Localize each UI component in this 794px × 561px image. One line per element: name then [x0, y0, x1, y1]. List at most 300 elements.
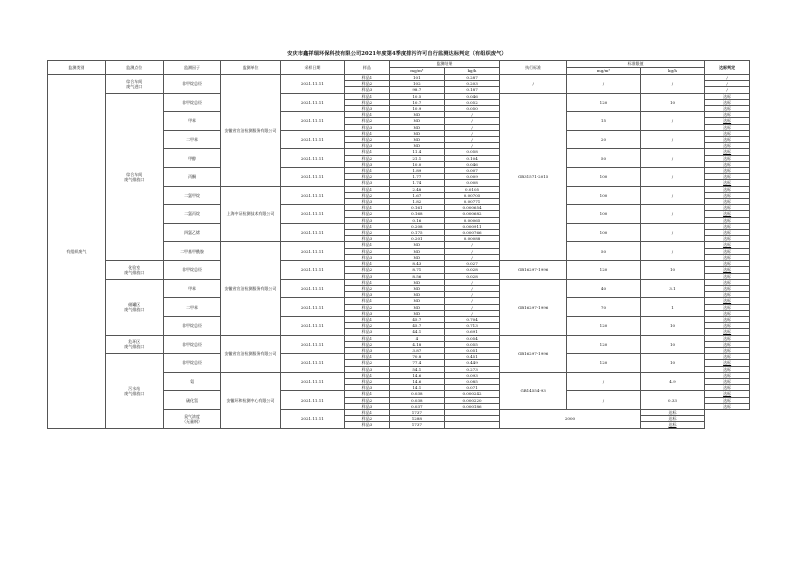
verdict-cell: 达标 — [705, 273, 750, 279]
result-mg-cell: ND — [389, 137, 444, 143]
result-kgh-cell: 0.054 — [444, 335, 499, 341]
factor-cell: 二甲基甲酰胺 — [163, 242, 221, 261]
verdict-cell: 达标 — [705, 124, 750, 130]
result-mg-cell: 14.1 — [389, 385, 444, 391]
limit-cell: 2000 — [500, 409, 641, 428]
lab-cell: 安徽省宣洁检测服务有限公司 — [221, 335, 280, 372]
sample-cell: 样品2 — [345, 267, 390, 273]
date-cell: 2021.11.11 — [280, 130, 344, 149]
result-mg-cell: 1.82 — [389, 199, 444, 205]
header-limit-kgh: kg/h — [640, 68, 704, 75]
result-mg-cell: 11.4 — [389, 149, 444, 155]
factor-cell: 甲醇 — [163, 149, 221, 168]
standard-cell: GB16297-1996 — [500, 279, 567, 335]
limit-kgh-cell: / — [640, 168, 704, 187]
result-mg-cell: 101 — [389, 75, 444, 81]
sample-cell: 样品1 — [345, 205, 390, 211]
monitoring-point: 储罐区 废气排放口 — [105, 279, 163, 335]
result-kgh-cell: 0.0105 — [444, 186, 499, 192]
result-mg-cell: 1.74 — [389, 180, 444, 186]
factor-cell: 非甲烷总烃 — [163, 75, 221, 94]
factor-cell: 甲苯 — [163, 279, 221, 298]
monitoring-point: 化验室 废气排放口 — [105, 261, 163, 280]
sample-cell: 样品1 — [345, 168, 390, 174]
result-kgh-cell: / — [444, 118, 499, 124]
verdict-cell: 达标 — [705, 161, 750, 167]
verdict-cell: / — [705, 75, 750, 81]
limit-mg-cell: 120 — [567, 261, 641, 280]
header-unit: 监测单位 — [221, 61, 280, 75]
limit-kgh-cell: / — [640, 186, 704, 205]
sample-cell: 样品2 — [345, 285, 390, 291]
result-mg-cell: ND — [389, 304, 444, 310]
verdict-cell: 达标 — [705, 236, 750, 242]
sample-cell: 样品2 — [345, 323, 390, 329]
verdict-cell: 达标 — [705, 279, 750, 285]
limit-kgh-cell: 10 — [640, 354, 704, 373]
result-kgh-cell: 0.104 — [444, 155, 499, 161]
factor-cell: 非甲烷总烃 — [163, 316, 221, 335]
result-kgh-cell: 0.451 — [444, 354, 499, 360]
result-mg-cell: 1.67 — [389, 192, 444, 198]
result-kgh-cell: 0.027 — [444, 261, 499, 267]
sample-cell: 样品3 — [345, 385, 390, 391]
result-mg-cell: 10.9 — [389, 106, 444, 112]
sample-cell: 样品1 — [345, 112, 390, 118]
sample-cell: 样品1 — [345, 409, 390, 415]
sample-cell: 样品3 — [345, 329, 390, 335]
sample-cell: 样品1 — [345, 298, 390, 304]
limit-kgh-cell: / — [640, 149, 704, 168]
result-kgh-cell: / — [444, 279, 499, 285]
result-kgh-cell: 0.007 — [444, 168, 499, 174]
result-mg-cell: ND — [389, 254, 444, 260]
date-cell: 2021.11.11 — [280, 391, 344, 410]
verdict-cell: 达标 — [705, 316, 750, 322]
result-mg-cell: ND — [389, 279, 444, 285]
sample-cell: 样品3 — [345, 124, 390, 130]
result-kgh-cell: 0.055 — [444, 341, 499, 347]
verdict-cell: 达标 — [705, 118, 750, 124]
verdict-cell: 达标 — [705, 366, 750, 372]
result-mg-cell: 10.7 — [389, 99, 444, 105]
document-title: 安庆市鑫祥瑞环保科技有限公司2021年度第4季度排污许可自行监测达标判定（有组织废气） — [287, 51, 507, 57]
limit-kgh-cell: / — [640, 130, 704, 149]
result-kgh-cell: 0.028 — [444, 273, 499, 279]
header-sample: 样品 — [345, 61, 390, 75]
result-kgh-cell: / — [444, 254, 499, 260]
sample-cell: 样品1 — [345, 372, 390, 378]
result-kgh-cell: / — [444, 143, 499, 149]
sample-cell: 样品3 — [345, 106, 390, 112]
result-kgh-cell: 0.203 — [444, 81, 499, 87]
limit-kgh-cell: / — [640, 75, 704, 94]
result-kgh-cell: / — [444, 124, 499, 130]
result-kgh-cell: / — [444, 310, 499, 316]
verdict-cell: 达标 — [705, 304, 750, 310]
limit-mg-cell: / — [567, 372, 641, 391]
factor-cell: 非甲烷总烃 — [163, 354, 221, 373]
result-mg-cell: 4 — [389, 335, 444, 341]
limit-mg-cell: 20 — [567, 130, 641, 149]
sample-cell: 样品1 — [345, 149, 390, 155]
result-mg-cell: 0.16 — [389, 217, 444, 223]
verdict-cell: 达标 — [705, 298, 750, 304]
result-kgh-cell: 0.691 — [444, 329, 499, 335]
verdict-cell: 达标 — [705, 205, 750, 211]
sample-cell: 样品2 — [345, 360, 390, 366]
date-cell: 2021.11.11 — [280, 409, 344, 428]
result-kgh-cell: 0.000682 — [444, 211, 499, 217]
verdict-cell: 达标 — [640, 422, 704, 428]
sample-cell: 样品1 — [345, 186, 390, 192]
header-limit: 标准限值 — [567, 61, 705, 68]
verdict-cell: 达标 — [705, 261, 750, 267]
factor-cell: 非甲烷总烃 — [163, 93, 221, 112]
sample-cell: 样品3 — [345, 292, 390, 298]
verdict-cell: 达标 — [705, 230, 750, 236]
limit-kgh-cell: 10 — [640, 335, 704, 354]
sample-cell: 样品1 — [345, 242, 390, 248]
result-mg-cell: 0.168 — [389, 211, 444, 217]
result-kgh-cell: / — [444, 130, 499, 136]
limit-mg-cell: / — [567, 75, 641, 94]
result-mg-cell: ND — [389, 248, 444, 254]
limit-kgh-cell: 3.1 — [640, 279, 704, 298]
header-point: 监测点位 — [105, 61, 163, 75]
result-mg-cell: ND — [389, 112, 444, 118]
verdict-cell: 达标 — [705, 242, 750, 248]
result-mg-cell: 0.038 — [389, 397, 444, 403]
result-kgh-cell: 0.713 — [444, 323, 499, 329]
sample-cell: 样品2 — [345, 155, 390, 161]
sample-cell: 样品1 — [345, 354, 390, 360]
verdict-cell: 达标 — [705, 254, 750, 260]
result-kgh-cell: 0.046 — [444, 93, 499, 99]
sample-cell: 样品2 — [345, 248, 390, 254]
result-kgh-cell: 0.028 — [444, 267, 499, 273]
header-result-mg: mg/m³ — [389, 68, 444, 75]
result-mg-cell: 14.6 — [389, 378, 444, 384]
verdict-cell: 达标 — [705, 99, 750, 105]
sample-cell: 样品3 — [345, 310, 390, 316]
result-kgh-cell: 0.273 — [444, 366, 499, 372]
verdict-cell: 达标 — [640, 409, 704, 415]
date-cell: 2021.11.11 — [280, 93, 344, 112]
verdict-cell: 达标 — [705, 378, 750, 384]
result-mg-cell: 0.037 — [389, 403, 444, 409]
limit-mg-cell: 120 — [567, 93, 641, 112]
result-mg-cell: 0.175 — [389, 230, 444, 236]
result-kgh-cell: 0.000186 — [444, 403, 499, 409]
header-standard: 执行标准 — [500, 61, 567, 75]
limit-mg-cell: 120 — [567, 335, 641, 354]
header-result: 监测结果 — [389, 61, 499, 68]
verdict-cell: 达标 — [705, 174, 750, 180]
result-mg-cell: 2.48 — [389, 186, 444, 192]
standard-cell: / — [500, 75, 567, 94]
verdict-cell: 达标 — [705, 354, 750, 360]
result-kgh-cell — [444, 422, 499, 428]
verdict-cell: 达标 — [705, 292, 750, 298]
limit-mg-cell: 100 — [567, 205, 641, 224]
result-kgh-cell: 0.187 — [444, 87, 499, 93]
sample-cell: 样品2 — [345, 378, 390, 384]
sample-cell: 样品2 — [345, 230, 390, 236]
limit-mg-cell: 100 — [567, 223, 641, 242]
date-cell: 2021.11.11 — [280, 242, 344, 261]
verdict-cell: 达标 — [705, 137, 750, 143]
result-mg-cell: 54.1 — [389, 366, 444, 372]
limit-mg-cell: 50 — [567, 242, 641, 261]
standard-cell: GB16297-1996 — [500, 261, 567, 280]
verdict-cell: 达标 — [705, 248, 750, 254]
result-mg-cell: 21.1 — [389, 155, 444, 161]
header-verdict: 达标判定 — [705, 61, 750, 75]
sample-cell: 样品1 — [345, 223, 390, 229]
result-mg-cell: 77.4 — [389, 360, 444, 366]
verdict-cell: 达标 — [705, 397, 750, 403]
limit-kgh-cell: 4.9 — [640, 372, 704, 391]
factor-cell: 氨 — [163, 372, 221, 391]
verdict-cell: 达标 — [705, 168, 750, 174]
result-kgh-cell: 0.00771 — [444, 199, 499, 205]
result-kgh-cell: 0.051 — [444, 347, 499, 353]
factor-cell: 二甲苯 — [163, 130, 221, 149]
verdict-cell: 达标 — [705, 180, 750, 186]
verdict-cell: 达标 — [705, 186, 750, 192]
result-mg-cell: ND — [389, 310, 444, 316]
standard-cell: GB16297-1996 — [500, 335, 567, 372]
result-kgh-cell: 0.000654 — [444, 205, 499, 211]
sample-cell: 样品2 — [345, 211, 390, 217]
limit-mg-cell: 40 — [567, 279, 641, 298]
sample-cell: 样品3 — [345, 254, 390, 260]
header-factor: 监测因子 — [163, 61, 221, 75]
result-mg-cell: ND — [389, 285, 444, 291]
result-kgh-cell: / — [444, 285, 499, 291]
verdict-cell: 达标 — [705, 149, 750, 155]
limit-mg-cell: 15 — [567, 112, 641, 131]
result-mg-cell: ND — [389, 124, 444, 130]
factor-cell: 四氯乙烯 — [163, 223, 221, 242]
verdict-cell: 达标 — [705, 112, 750, 118]
result-kgh-cell: 0.093 — [444, 372, 499, 378]
limit-mg-cell: 70 — [567, 298, 641, 317]
monitoring-point: 综合车间 废气进口 — [105, 75, 163, 94]
date-cell: 2021.11.11 — [280, 223, 344, 242]
result-kgh-cell: 0.00065 — [444, 217, 499, 223]
factor-cell: 非甲烷总烃 — [163, 335, 221, 354]
date-cell: 2021.11.11 — [280, 335, 344, 354]
verdict-cell: 达标 — [705, 267, 750, 273]
limit-kgh-cell: 10 — [640, 316, 704, 335]
date-cell: 2021.11.11 — [280, 316, 344, 335]
header-limit-mg: mg/m³ — [567, 68, 641, 75]
result-kgh-cell: / — [444, 137, 499, 143]
limit-mg-cell: 100 — [567, 168, 641, 187]
result-mg-cell: 1737 — [389, 409, 444, 415]
result-kgh-cell: / — [444, 298, 499, 304]
lab-cell: 上海中证检测技术有限公司 — [221, 186, 280, 242]
verdict-cell: 达标 — [705, 385, 750, 391]
factor-cell: 非甲烷总烃 — [163, 261, 221, 280]
date-cell: 2021.11.11 — [280, 205, 344, 224]
sample-cell: 样品1 — [345, 93, 390, 99]
result-kgh-cell: / — [444, 292, 499, 298]
limit-kgh-cell: 10 — [640, 261, 704, 280]
result-mg-cell: 4.18 — [389, 341, 444, 347]
verdict-cell: 达标 — [705, 130, 750, 136]
sample-cell: 样品1 — [345, 316, 390, 322]
result-mg-cell: 1737 — [389, 422, 444, 428]
monitoring-point: 综合车间 废气排放口 — [105, 93, 163, 260]
verdict-cell: 达标 — [705, 93, 750, 99]
limit-kgh-cell: / — [640, 242, 704, 261]
limit-mg-cell: 100 — [567, 186, 641, 205]
result-mg-cell: 8.71 — [389, 267, 444, 273]
verdict-cell: 达标 — [705, 199, 750, 205]
sample-cell: 样品3 — [345, 403, 390, 409]
result-mg-cell: 45.7 — [389, 323, 444, 329]
sample-cell: 样品1 — [345, 75, 390, 81]
factor-cell: 甲苯 — [163, 112, 221, 131]
factor-cell: 臭气浓度 （无量纲） — [163, 409, 221, 428]
result-kgh-cell: 0.000242 — [444, 391, 499, 397]
result-mg-cell: 98.7 — [389, 87, 444, 93]
result-kgh-cell: / — [444, 248, 499, 254]
result-kgh-cell: / — [444, 304, 499, 310]
result-mg-cell: 0.201 — [389, 236, 444, 242]
sample-cell: 样品1 — [345, 391, 390, 397]
result-mg-cell: 45.7 — [389, 316, 444, 322]
lab-cell: 安徽环和检测中心有限公司 — [221, 372, 280, 428]
sample-cell: 样品2 — [345, 99, 390, 105]
verdict-cell: 达标 — [705, 372, 750, 378]
sample-cell: 样品2 — [345, 174, 390, 180]
verdict-cell: / — [705, 81, 750, 87]
sample-cell: 样品2 — [345, 137, 390, 143]
result-kgh-cell: 0.085 — [444, 378, 499, 384]
limit-kgh-cell: / — [640, 112, 704, 131]
monitoring-table — [47, 60, 750, 429]
verdict-cell: 达标 — [705, 347, 750, 353]
lab-cell: 安徽省宣洁检测服务有限公司 — [221, 75, 280, 187]
sample-cell: 样品2 — [345, 192, 390, 198]
verdict-cell: 达标 — [705, 323, 750, 329]
table-body — [48, 75, 750, 429]
result-kgh-cell: 0.058 — [444, 149, 499, 155]
result-mg-cell: 0.038 — [389, 391, 444, 397]
result-kgh-cell: 0.050 — [444, 106, 499, 112]
sample-cell: 样品2 — [345, 397, 390, 403]
result-kgh-cell: 0.449 — [444, 360, 499, 366]
verdict-cell: 达标 — [705, 211, 750, 217]
limit-kgh-cell: 0.33 — [640, 391, 704, 410]
category-cell: 有组织废气 — [48, 75, 106, 429]
verdict-cell: 达标 — [705, 310, 750, 316]
header-date: 采样日期 — [280, 61, 344, 75]
result-kgh-cell: 0.000911 — [444, 223, 499, 229]
date-cell: 2021.11.11 — [280, 261, 344, 280]
verdict-cell: 达标 — [705, 143, 750, 149]
limit-mg-cell: 120 — [567, 316, 641, 335]
sample-cell: 样品1 — [345, 335, 390, 341]
date-cell: 2021.11.11 — [280, 372, 344, 391]
result-kgh-cell: / — [444, 112, 499, 118]
result-mg-cell: 10.0 — [389, 161, 444, 167]
sample-cell: 样品3 — [345, 199, 390, 205]
result-kgh-cell: 0.009 — [444, 174, 499, 180]
standard-cell: GB31571-2015 — [500, 93, 567, 260]
verdict-cell: 达标 — [705, 403, 750, 409]
date-cell: 2021.11.11 — [280, 354, 344, 373]
result-mg-cell: 1.77 — [389, 174, 444, 180]
result-kgh-cell: 0.000220 — [444, 397, 499, 403]
verdict-cell: 达标 — [705, 360, 750, 366]
sample-cell: 样品3 — [345, 161, 390, 167]
sample-cell: 样品3 — [345, 236, 390, 242]
date-cell: 2021.11.11 — [280, 112, 344, 131]
sample-cell: 样品3 — [345, 180, 390, 186]
date-cell: 2021.11.11 — [280, 149, 344, 168]
factor-cell: 二氯甲烷 — [163, 186, 221, 205]
limit-kgh-cell: / — [640, 205, 704, 224]
sample-cell: 样品2 — [345, 304, 390, 310]
limit-kgh-cell: 10 — [640, 93, 704, 112]
verdict-cell: 达标 — [705, 341, 750, 347]
result-mg-cell: 1288 — [389, 416, 444, 422]
date-cell: 2021.11.11 — [280, 279, 344, 298]
sample-cell: 样品1 — [345, 261, 390, 267]
monitoring-point: 污水站 废气排放口 — [105, 354, 163, 428]
result-mg-cell: ND — [389, 292, 444, 298]
verdict-cell: 达标 — [705, 285, 750, 291]
result-mg-cell: 0.208 — [389, 223, 444, 229]
result-mg-cell: 1.89 — [389, 168, 444, 174]
result-kgh-cell: 0.046 — [444, 161, 499, 167]
result-kgh-cell: 0.000766 — [444, 230, 499, 236]
result-kgh-cell: 0.287 — [444, 75, 499, 81]
sample-cell: 样品3 — [345, 422, 390, 428]
result-mg-cell: ND — [389, 242, 444, 248]
limit-mg-cell: / — [567, 391, 641, 410]
sample-cell: 样品1 — [345, 130, 390, 136]
verdict-cell: 达标 — [705, 335, 750, 341]
sample-cell: 样品3 — [345, 87, 390, 93]
sample-cell: 样品3 — [345, 143, 390, 149]
result-kgh-cell: 0.00705 — [444, 192, 499, 198]
result-mg-cell: 8.56 — [389, 273, 444, 279]
factor-cell: 二氯丙烷 — [163, 205, 221, 224]
result-mg-cell: ND — [389, 118, 444, 124]
result-mg-cell: 8.43 — [389, 261, 444, 267]
limit-mg-cell: 50 — [567, 149, 641, 168]
sample-cell: 样品3 — [345, 217, 390, 223]
verdict-cell: 达标 — [705, 391, 750, 397]
result-mg-cell: 14.6 — [389, 372, 444, 378]
result-mg-cell: 10.5 — [389, 93, 444, 99]
result-mg-cell: 102 — [389, 81, 444, 87]
factor-cell: 二甲苯 — [163, 298, 221, 317]
date-cell: 2021.11.11 — [280, 168, 344, 187]
sample-cell: 样品2 — [345, 118, 390, 124]
sample-cell: 样品2 — [345, 341, 390, 347]
limit-kgh-cell: / — [640, 223, 704, 242]
result-kgh-cell: 0.071 — [444, 385, 499, 391]
sample-cell: 样品3 — [345, 347, 390, 353]
result-mg-cell: 3.87 — [389, 347, 444, 353]
